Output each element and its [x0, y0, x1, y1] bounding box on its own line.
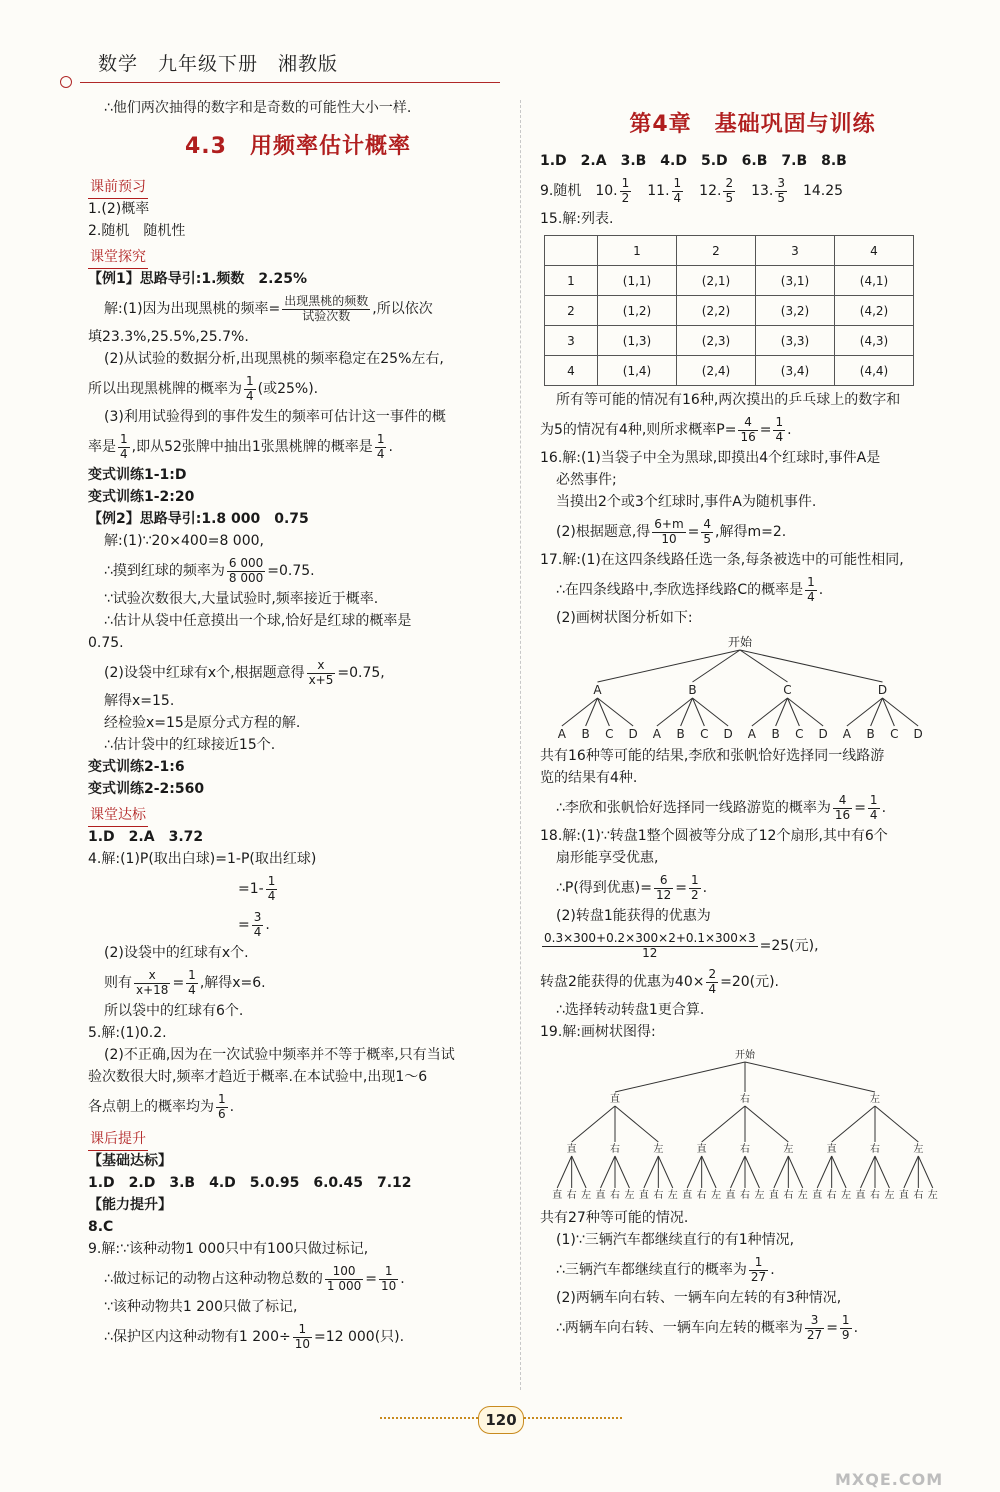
text-line: 5.解:(1)0.2.: [88, 1025, 167, 1041]
tree-node: 直: [725, 1190, 736, 1201]
tree-edge: [918, 1156, 932, 1188]
tree-node: 右: [740, 1190, 750, 1201]
tree-edge: [740, 650, 788, 682]
text-line: ∵该种动物共1 200只做了标记,: [104, 1299, 298, 1315]
text-line: 解得x=15.: [104, 693, 175, 709]
text-line: 15.解:列表.: [540, 211, 614, 227]
tree-node: 直: [610, 1094, 620, 1105]
text-line: ∴保护区内这种动物有1 200÷ $\frac{1}{10}$ =12 000(只).: [104, 1321, 405, 1351]
tree-edge: [904, 1156, 918, 1188]
tree-node: B: [771, 727, 780, 741]
tree-node: D: [913, 727, 923, 741]
table-cell: (1,3): [598, 326, 677, 356]
table-row: [545, 266, 914, 296]
tree-edge: [774, 1156, 788, 1188]
text-line: 览的结果有4种.: [540, 770, 638, 786]
table-cell: (4,3): [835, 326, 914, 356]
tree-node-root: 开始: [727, 635, 753, 649]
watermark-text: MXQE.COM: [835, 1470, 944, 1489]
text-line: 扇形能享受优惠,: [556, 850, 659, 866]
tree-edge: [693, 698, 729, 726]
tree-edge: [731, 1156, 745, 1188]
tree-edge: [740, 650, 883, 682]
column-divider: [520, 100, 521, 1390]
tree-node: 直: [566, 1144, 577, 1155]
text-line: 【基础达标】: [88, 1153, 172, 1169]
tree-edge: [658, 1156, 672, 1188]
tree-node: 左: [913, 1144, 924, 1155]
table-cell: 3: [756, 236, 835, 266]
tree-edge: [875, 1156, 889, 1188]
outcome-table: [544, 235, 914, 386]
text-line: =1- $\frac{1}{4}$: [238, 873, 276, 903]
text-line: 所以袋中的红球有6个.: [104, 1003, 244, 1019]
tree-edge: [562, 698, 598, 726]
tree-edge: [657, 698, 693, 726]
text-line: ∴P(得到优惠)= $\frac{6}{12}$ = $\frac{1}{2}$ .: [556, 872, 708, 902]
tree-node: 直: [682, 1190, 693, 1201]
page-number-ornament: [380, 1417, 478, 1419]
tree-node: C: [605, 727, 614, 741]
text-line: (2)不正确,因为在一次试验中频率并不等于概率,只有当试: [104, 1047, 455, 1063]
table-row: [545, 296, 914, 326]
right-column: [540, 98, 965, 1346]
text-line: 当摸出2个或3个红球时,事件A为随机事件.: [556, 494, 817, 510]
header-ornament: [60, 76, 72, 88]
text-line: ∴摸到红球的频率为 $\frac{6 000}{8 000}$ =0.75.: [104, 555, 315, 585]
table-cell: (3,3): [756, 326, 835, 356]
tree-diagram-directions: [540, 1046, 950, 1206]
tree-edge: [883, 698, 919, 726]
text-line: 1.D 2.A 3.B 4.D 5.D 6.B 7.B 8.B: [540, 153, 847, 169]
table-cell: (2,4): [677, 356, 756, 386]
tree-edge: [702, 1156, 716, 1188]
tree-node: D: [628, 727, 638, 741]
tree-node: B: [688, 683, 697, 697]
text-line: ∵试验次数很大,大量试验时,频率接近于概率.: [104, 591, 379, 607]
table-cell: (4,1): [835, 266, 914, 296]
tree-diagram-routes: [540, 632, 940, 744]
page-number-ornament: [524, 1417, 622, 1419]
tree-edge: [687, 1156, 701, 1188]
tree-node: A: [842, 727, 851, 741]
text-line: 16.解:(1)当袋子中全为黑球,即摸出4个红球时,事件A是: [540, 450, 881, 466]
text-line: 19.解:画树状图得:: [540, 1024, 656, 1040]
text-line: 变式训练1-2:20: [88, 489, 195, 505]
tree-node: 左: [783, 1144, 794, 1155]
tree-edge: [644, 1156, 658, 1188]
text-line: ∴两辆车向右转、一辆车向左转的概率为 $\frac{3}{27}$ = $\frac{1}{9}$ .: [556, 1312, 859, 1342]
tree-edge: [557, 1156, 571, 1188]
tree-node: A: [593, 683, 602, 697]
table-cell: (3,4): [756, 356, 835, 386]
text-line: 17.解:(1)在这四条线路任选一条,每条被选中的可能性相同,: [540, 552, 904, 568]
tree-node: 直: [696, 1144, 707, 1155]
text-line: 变式训练2-1:6: [88, 759, 185, 775]
table-cell: (1,1): [598, 266, 677, 296]
text-line: ∴选择转动转盘1更合算.: [556, 1002, 705, 1018]
text-line: $\frac{0.3\times 300+0.2\times 300\times 2+0.1\times 300\times 3}{12}$ =25(元),: [544, 930, 819, 960]
text-line: 共有16种等可能的结果,李欣和张帆恰好选择同一线路游: [540, 748, 885, 764]
tree-node: 右: [740, 1144, 750, 1155]
page-number: [440, 1402, 560, 1436]
text-line: 1.D 2.A 3.72: [88, 829, 204, 845]
tree-node: D: [818, 727, 828, 741]
tree-node: A: [652, 727, 661, 741]
tree-node: 右: [696, 1190, 707, 1201]
tree-node: 右: [870, 1190, 880, 1201]
table-cell: 3: [545, 326, 598, 356]
text-line: (3)利用试验得到的事件发生的频率可估计这一事件的概: [104, 409, 446, 425]
tree-node: 左: [884, 1190, 895, 1201]
tree-edge: [875, 1106, 918, 1142]
table-cell: 4: [545, 356, 598, 386]
tree-node: 左: [667, 1190, 678, 1201]
text-line: 1.(2)概率: [88, 201, 150, 217]
section-title: 4.3 用频率估计概率: [185, 134, 411, 159]
section-label-goal: 课堂达标: [88, 805, 148, 827]
tree-edge: [745, 1062, 875, 1092]
text-line: (1)∵三辆汽车都继续直行的有1种情况,: [556, 1232, 795, 1248]
tree-edge: [788, 698, 824, 726]
text-line: 所以出现黑桃牌的概率为 $\frac{1}{4}$ (或25%).: [88, 373, 319, 403]
table-cell: (4,2): [835, 296, 914, 326]
text-line: 变式训练1-1:D: [88, 467, 187, 483]
tree-edge: [745, 1106, 788, 1142]
text-line: 【例1】思路导引:1.频数 2.25%: [88, 271, 307, 287]
tree-edge: [702, 1106, 745, 1142]
tree-edge: [832, 1106, 875, 1142]
tree-node: 左: [581, 1190, 592, 1201]
tree-node: 直: [812, 1190, 823, 1201]
tree-node: A: [557, 727, 566, 741]
text-line: (2)根据题意,得 $\frac{6+m}{10}$ = $\frac{4}{5}$ ,解得m=2.: [556, 516, 787, 546]
watermark-logo: [795, 1440, 995, 1492]
page-header: [60, 50, 520, 90]
tree-edge: [861, 1156, 875, 1188]
text-line: 4.解:(1)P(取出白球)=1-P(取出红球): [88, 851, 317, 867]
table-cell: 2: [677, 236, 756, 266]
tree-node: 右: [870, 1144, 880, 1155]
table-cell: (1,2): [598, 296, 677, 326]
text-line: ∴李欣和张帆恰好选择同一线路游览的概率为 $\frac{4}{16}$ = $\frac{1}{4}$ .: [556, 792, 887, 822]
text-line: 所有等可能的情况有16种,两次摸出的乒乓球上的数字和: [556, 392, 901, 408]
text-line: 【例2】思路导引:1.8 000 0.75: [88, 511, 309, 527]
tree-edge: [847, 698, 883, 726]
text-line: 18.解:(1)∵转盘1整个圆被等分成了12个扇形,其中有6个: [540, 828, 888, 844]
text-line: 1.D 2.D 3.B 4.D 5.0.95 6.0.45 7.12: [88, 1175, 412, 1191]
table-cell: 2: [545, 296, 598, 326]
text-line: (2)设袋中的红球有x个.: [104, 945, 249, 961]
tree-node: 左: [870, 1094, 880, 1105]
table-cell: 1: [598, 236, 677, 266]
tree-node: 直: [638, 1190, 649, 1201]
tree-edge: [817, 1156, 831, 1188]
tree-edge: [598, 698, 634, 726]
tree-node: 右: [740, 1094, 750, 1105]
text-line: ∴做过标记的动物占这种动物总数的 $\frac{100}{1 000}$ = $\frac{1}{10}$ .: [104, 1263, 405, 1293]
tree-edge: [832, 1156, 846, 1188]
section-label-preview: 课前预习: [88, 177, 148, 199]
text-line: 0.75.: [88, 635, 124, 651]
text-line: = $\frac{3}{4}$ .: [238, 909, 270, 939]
table-row: [545, 326, 914, 356]
tree-node: 直: [595, 1190, 606, 1201]
chapter-title: 第4章 基础巩固与训练: [629, 112, 876, 137]
text-line: ∴估计袋中的红球接近15个.: [104, 737, 276, 753]
text-line: 经检验x=15是原分式方程的解.: [104, 715, 301, 731]
tree-node: 右: [913, 1190, 924, 1201]
table-cell: (2,1): [677, 266, 756, 296]
text-line: ∴他们两次抽得的数字和是奇数的可能性大小一样.: [104, 100, 412, 116]
tree-edge: [615, 1062, 745, 1092]
text-line: ∴三辆汽车都继续直行的概率为 $\frac{1}{27}$ .: [556, 1254, 775, 1284]
tree-node: C: [795, 727, 804, 741]
text-line: 共有27种等可能的情况.: [540, 1210, 689, 1226]
tree-node: C: [700, 727, 709, 741]
text-line: (2)设袋中红球有x个,根据题意得 $\frac{x}{x+5}$ =0.75,: [104, 657, 385, 687]
text-line: 9.随机 10. $\frac{1}{2}$ 11. $\frac{1}{4}$ 12. $\frac{2}{5}$ 13. $\frac{3}{5}$ 14.25: [540, 175, 844, 205]
text-line: (2)转盘1能获得的优惠为: [556, 908, 711, 924]
tree-node: B: [581, 727, 590, 741]
table-cell: [545, 236, 598, 266]
section-label-improve: 课后提升: [88, 1129, 148, 1151]
text-line: 2.随机 随机性: [88, 223, 186, 239]
tree-edge: [788, 1156, 802, 1188]
text-line: 填23.3%,25.5%,25.7%.: [88, 329, 249, 345]
text-line: (2)两辆车向右转、一辆车向左转的有3种情况,: [556, 1290, 842, 1306]
table-row: [545, 236, 914, 266]
tree-edge: [598, 650, 741, 682]
header-rule: [80, 82, 500, 83]
page-number-badge: 120: [478, 1406, 524, 1434]
text-line: 各点朝上的概率均为 $\frac{1}{6}$ .: [88, 1091, 235, 1121]
left-column: [88, 98, 508, 1355]
text-line: 变式训练2-2:560: [88, 781, 205, 797]
header-title: 数学 九年级下册 湘教版: [98, 53, 339, 75]
text-line: 验次数很大时,频率才趋近于概率.在本试验中,出现1～6: [88, 1069, 428, 1085]
tree-node: 左: [711, 1190, 722, 1201]
text-line: 9.解:∵该种动物1 000只中有100只做过标记,: [88, 1241, 369, 1257]
tree-node: A: [747, 727, 756, 741]
tree-node: 右: [826, 1190, 837, 1201]
tree-node: C: [890, 727, 899, 741]
table-cell: (3,2): [756, 296, 835, 326]
table-cell: (4,4): [835, 356, 914, 386]
tree-node: 左: [797, 1190, 808, 1201]
tree-node: 直: [768, 1190, 779, 1201]
text-line: 则有 $\frac{x}{x+18}$ = $\frac{1}{4}$ ,解得x=6.: [104, 967, 266, 997]
table-cell: (2,3): [677, 326, 756, 356]
tree-node: 直: [855, 1190, 866, 1201]
text-line: (2)从试验的数据分析,出现黑桃的频率稳定在25%左右,: [104, 351, 444, 367]
text-line: 8.C: [88, 1219, 114, 1235]
text-line: 【能力提升】: [88, 1197, 172, 1213]
section-label-explore: 课堂探究: [88, 247, 148, 269]
tree-node: 直: [898, 1190, 909, 1201]
tree-node: 直: [552, 1190, 563, 1201]
tree-edge: [693, 650, 741, 682]
tree-node: 左: [624, 1190, 635, 1201]
tree-node: B: [676, 727, 685, 741]
text-line: ∴估计从袋中任意摸出一个球,恰好是红球的概率是: [104, 613, 412, 629]
tree-edge: [615, 1106, 658, 1142]
tree-edge: [615, 1156, 629, 1188]
tree-node: 右: [610, 1144, 620, 1155]
tree-node: 右: [566, 1190, 577, 1201]
text-line: 必然事件;: [556, 472, 617, 488]
tree-edge: [572, 1106, 615, 1142]
tree-edge: [572, 1156, 586, 1188]
tree-node: 直: [826, 1144, 837, 1155]
tree-edge: [601, 1156, 615, 1188]
text-line: 解:(1)因为出现黑桃的频率= $\frac{\text{出现黑桃的频数}}{\text{试验次数}}$ ,所以依次: [104, 293, 433, 323]
tree-node: 左: [754, 1190, 765, 1201]
tree-node: 右: [610, 1190, 620, 1201]
table-cell: (1,4): [598, 356, 677, 386]
tree-node: C: [783, 683, 792, 697]
table-row: [545, 356, 914, 386]
table-cell: 1: [545, 266, 598, 296]
tree-node: 左: [653, 1144, 664, 1155]
tree-edge: [752, 698, 788, 726]
tree-node-root: 开始: [735, 1050, 755, 1061]
text-line: 转盘2能获得的优惠为40× $\frac{2}{4}$ =20(元).: [540, 966, 780, 996]
table-cell: 4: [835, 236, 914, 266]
text-line: 解:(1)∵20×400=8 000,: [104, 533, 264, 549]
tree-node: B: [866, 727, 875, 741]
tree-node: 左: [841, 1190, 852, 1201]
text-line: 为5的情况有4种,则所求概率P= $\frac{4}{16}$ = $\frac{1}{4}$ .: [540, 414, 792, 444]
text-line: (2)画树状图分析如下:: [556, 610, 693, 626]
tree-node: D: [723, 727, 733, 741]
text-line: ∴在四条线路中,李欣选择线路C的概率是 $\frac{1}{4}$ .: [556, 574, 824, 604]
tree-node: 右: [783, 1190, 794, 1201]
tree-node: 左: [927, 1190, 938, 1201]
tree-edge: [745, 1156, 759, 1188]
tree-node: 右: [653, 1190, 664, 1201]
table-cell: (3,1): [756, 266, 835, 296]
table-cell: (2,2): [677, 296, 756, 326]
tree-node: D: [877, 683, 888, 697]
text-line: 率是 $\frac{1}{4}$ ,即从52张牌中抽出1张黑桃牌的概率是 $\frac{1}{4}$ .: [88, 431, 393, 461]
